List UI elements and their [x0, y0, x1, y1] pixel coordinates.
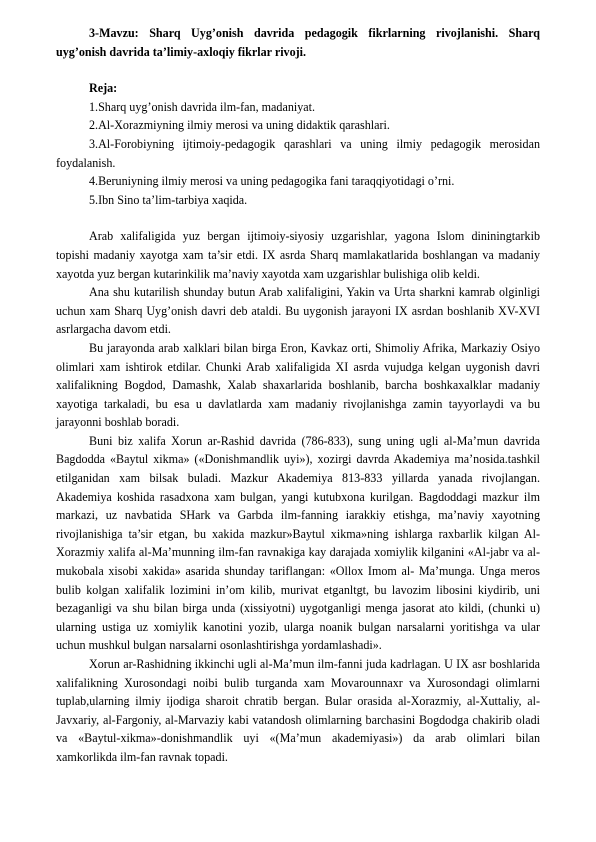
document-page: [56, 24, 540, 767]
plan-item: 3.Al-Forobiyning ijtimoiy-pedagogik qarashlari va uning ilmiy pedagogik merosidan foydalanish.: [56, 136, 540, 170]
plan-list: [56, 98, 540, 210]
plan-item: 1.Sharq uyg’onish davrida ilm-fan, madaniyat.: [89, 99, 316, 114]
body-text: [56, 227, 540, 766]
plan-item: 2.Al-Xorazmiyning ilmiy merosi va uning didaktik qarashlari.: [89, 118, 390, 133]
body-paragraph: Arab xalifaligida yuz bergan ijtimoiy-siyosiy uzgarishlar, yagona Islom dininingtarkib topishi madaniy xayotga xam ta’sir etdi. IX asrda Sharq mamlakatlarida boshlangan va madaniy xayotda yuz bergan kutarinkilik ma’naviy xayotda xam uzgarishlar bulishiga olib keldi.: [56, 229, 540, 281]
body-paragraph: Ana shu kutarilish shunday butun Arab xalifaligini, Yakin va Urta sharkni kamrab olginligi uchun xam Sharq Uyg’onish davri deb ataldi. Bu uygonish jarayoni IX asrdan boshlanib XV-XVI asrlargacha davom etdi.: [56, 285, 540, 337]
plan-heading: Reja:: [89, 81, 118, 96]
plan-item: 4.Beruniyning ilmiy merosi va uning pedagogika fani taraqqiyotidagi o’rni.: [89, 174, 455, 189]
document-title: 3-Mavzu: Sharq Uyg’onish davrida pedagogik fikrlarning rivojlanishi. Sharq uyg’onish davrida ta’limiy-axloqiy fikrlar rivoji.: [56, 26, 540, 59]
body-paragraph: Xorun ar-Rashidning ikkinchi ugli al-Ma’mun ilm-fanni juda kadrlagan. U IX asr boshlarida xalifalikning Xurosondagi noibi bulib turganda xam Movarounnaxr va Xurosondagi olimlarni tuplab,ularning ilmiy ijodiga sharoit chratib bergan. Bular orasida al-Xorazmiy, al-Xuttaliy, al-Javxariy, al-Fargoniy, al-Marvaziy kabi vatandosh olimlarning barchasini Bogdodga chakirib oladi va «Baytul-xikma»-donishmandlik uyi «(Ma’mun akademiyasi») da arab olimlari bilan xamkorlikda ilm-fan ravnak topadi.: [56, 657, 540, 764]
body-paragraph: Buni biz xalifa Xorun ar-Rashid davrida (786-833), sung uning ugli al-Ma’mun davrida Bagdodda «Baytul xikma» («Donishmandlik uyi»), xozirgi davrda Akademiya ma’nosida.tashkil etilganidan xam bilsak buladi. Mazkur Akademiya 813-833 yillarda yanada rivojlangan. Akademiya koshida rasadxona xam bulgan, yangi kutubxona kurilgan. Bagdoddagi mazkur ilm markazi, uz navbatida SHark va Garbda ilm-fanning iarakkiy etishga, ma’naviy xayotning rivojlanishiga ta’sir etgan, bu xakida mazkur»Baytul xikma»ning ishlarga raxbarlik kilgan Al-Xorazmiy xalifa al-Ma’munning ilm-fan ravnakiga kay darajada xomiylik kilganini «Al-jabr va al-mukobala xisobi xakida» asarida shunday tariflangan: «Ollox Imom al- Ma’munga. Unga meros bulib kolgan xalifalik lozimini in’om kilib, murivat etganltgt, bu lavozim libosini kiydirib, uni bezaganligi va shu bilan birga unda (xissiyotni) uygotganligi menga jasorat ato kildi, (chunki u) ularning ustiga uz xomiylik kanotini yozib, ularga noanik bulgan narsalarni yoritishga va ular uchun mushkul bulgan narsalarni osonlashtirishga yordamlashadi».: [56, 433, 540, 653]
body-paragraph: Bu jarayonda arab xalklari bilan birga Eron, Kavkaz orti, Shimoliy Afrika, Markaziy Osiyo olimlari xam ishtirok etdilar. Chunki Arab xalifaligida XI asrda vujudga kelgan uygonish davri xalifalikning Bogdod, Damashk, Xalab shaxarlarida boshlanib, barcha boshkaxalklar madaniy xayotiga tarkaladi, bu esa u davlatlarda xam madaniy rivojlanishga zamin tayyorlaydi va bu jarayonni boshlab boradi.: [56, 340, 540, 430]
plan-item: 5.Ibn Sino ta’lim-tarbiya xaqida.: [89, 192, 248, 207]
